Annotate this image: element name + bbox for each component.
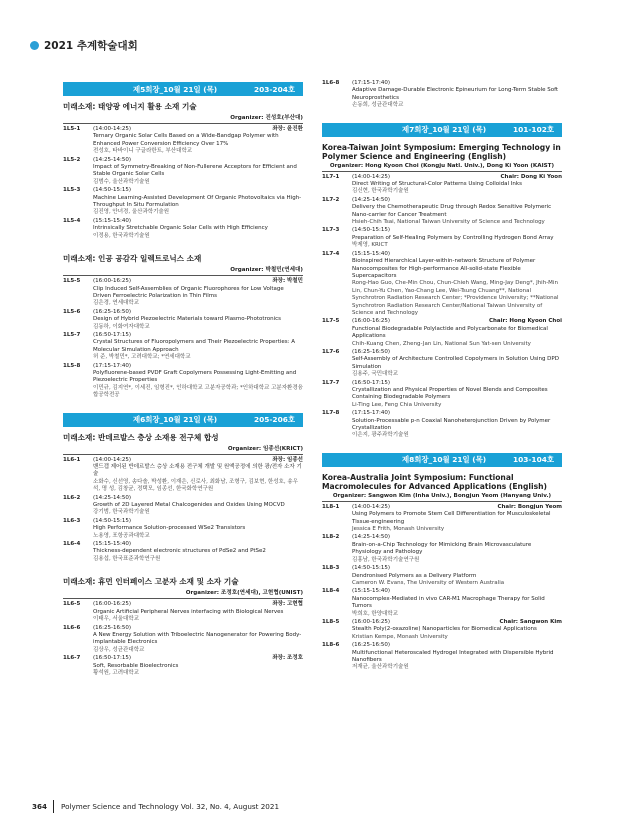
item-title: Self-Assembly of Architecture Controlled Copolymers in Solution Using DPD Simulation — [352, 356, 559, 370]
item-title: Adaptive Damage-Durable Electronic Epineurium for Long-Term Stable Soft Neuroprosthetics — [352, 87, 559, 101]
session-room-number: 203-204호 — [253, 84, 295, 94]
item-code: 1L5-5 — [63, 278, 81, 285]
item-time: (16:50-17:15) — [93, 331, 131, 338]
item-time-line — [93, 518, 303, 525]
program-item — [63, 363, 303, 400]
item-body — [352, 565, 562, 587]
item-authors: 이민규, 김지연*, 이세진, 임형진*, 인하대학교 고분자공학과; *인하대학교 고분자환경융합공학전공 — [93, 384, 303, 399]
item-code: 1L6-4 — [63, 541, 81, 548]
program-item — [63, 655, 303, 677]
item-authors: 소화수, 신선영, 송다솔, 박성환, 이재은, 신로사, 최화남, 조형구, 김보현, 한성호, 송우석, 명 성, 김창균, 정택모, 임종선, 한국화학연구원 — [93, 478, 298, 493]
item-authors: 김홍남, 한국과학기술연구원 — [352, 556, 420, 563]
item-time-line — [352, 504, 562, 511]
item-time: (16:00-16:25) — [93, 601, 131, 608]
section-title: 미래소재: 휴먼 인터페이스 고분자 소재 및 소자 기술 — [63, 577, 239, 587]
program-item — [63, 278, 303, 308]
spacer — [322, 111, 562, 121]
item-body — [93, 278, 303, 308]
item-body — [352, 349, 562, 379]
program-item — [322, 251, 562, 318]
left-column — [63, 80, 303, 678]
spacer — [63, 401, 303, 411]
page-header — [30, 38, 138, 53]
item-authors: 김동하, 이화여자대학교 — [93, 323, 150, 330]
item-time: (17:15-17:40) — [352, 80, 390, 86]
item-time-line — [352, 588, 562, 595]
item-body — [93, 126, 303, 156]
header-label: 2021 추계학술대회 — [44, 40, 138, 52]
program-item — [322, 588, 562, 618]
program-item — [63, 332, 303, 362]
item-chair: Chair: Sangwon Kim — [499, 618, 562, 625]
spacer — [322, 441, 562, 451]
item-body — [352, 619, 562, 641]
item-code: 1L8-4 — [322, 588, 340, 595]
item-body — [93, 218, 303, 240]
item-title: Bioinspired Hierarchical Layer-within-network Structure of Polymer Nanocomposites for High-performance All-solid-state Flexible Supercapacitors — [352, 258, 536, 279]
program-item — [322, 504, 562, 534]
item-body — [93, 601, 303, 623]
page-number: 364 — [32, 802, 48, 811]
item-authors: 김범수, 울산과학기술원 — [93, 178, 150, 185]
bullet-dot-icon — [30, 41, 39, 50]
item-body — [93, 187, 303, 217]
item-code: 1L6-6 — [63, 624, 81, 631]
item-code: 1L6-1 — [63, 456, 81, 463]
item-body — [352, 227, 562, 249]
item-code: 1L5-3 — [63, 187, 81, 194]
item-chair: Chair: Bongjun Yeom — [497, 503, 562, 510]
item-authors: 김상우, 성균관대학교 — [93, 646, 145, 653]
item-time: (14:00-14:25) — [352, 173, 390, 180]
item-authors: Jessica E Frith, Monash University — [352, 526, 445, 533]
item-time-line — [352, 318, 562, 325]
item-title: Delivery the Chemotherapeutic Drug through Redox Sensitive Polymeric Nano-carrier for Cancer Treatment — [352, 204, 552, 218]
item-time: (15:15-15:40) — [93, 541, 131, 548]
item-chair: Chair: Dong Ki Yoon — [500, 173, 562, 180]
session-room-number: 103-104호 — [512, 455, 554, 465]
item-time-line — [352, 80, 562, 87]
item-body — [352, 318, 562, 348]
item-body — [352, 504, 562, 534]
item-code: 1L6-8 — [322, 80, 340, 86]
program-item — [63, 157, 303, 187]
item-body — [352, 380, 562, 410]
program-item — [322, 619, 562, 641]
item-authors: 전성호, 타바이니 구글라한트, 부산대학교 — [93, 148, 193, 155]
item-body — [93, 518, 303, 540]
program-item — [322, 534, 562, 564]
session-room-number: 205-206호 — [253, 415, 295, 425]
program-item — [322, 197, 562, 227]
item-body — [93, 625, 303, 655]
item-authors: Rong-Hao Guo, Che-Min Chou, Chun-Chieh Wang, Ming-Jay Deng*, Jhih-Min Lin, Chun-Yu Chen, Yao-Chang Lee, Wei-Tsung Chuang**, National Synchrotron Radiation Research Center; *Providence University; **National Synchrotron Radiation Research Center/National Taiwan University of Science and Technology — [352, 280, 559, 316]
section-organizer: Organizer: Hong Kyoon Choi (Kongju Natl. Univ.), Dong Ki Yoon (KAIST) — [329, 162, 555, 169]
item-chair: 좌장: 조정호 — [272, 655, 303, 662]
session-room-date: 제8회장_10월 21일 (목) — [402, 455, 487, 465]
item-code: 1L7-1 — [322, 173, 340, 180]
program-item — [322, 174, 562, 196]
section-rule — [322, 501, 562, 502]
item-body — [352, 197, 562, 227]
item-time: (14:50-15:15) — [352, 227, 390, 234]
item-chair: 좌장: 박철민 — [272, 278, 303, 285]
item-title: Brain-on-a-Chip Technology for Mimicking Brain Microvasculature Physiology and Pathology — [352, 541, 532, 556]
session-bar — [63, 82, 303, 96]
section-title: 미래소재: 인공 공감각 일렉트로닉스 소재 — [63, 254, 202, 264]
program-item — [63, 625, 303, 655]
session-bar — [322, 453, 562, 467]
section-title: Korea-Taiwan Joint Symposium: Emerging Technology in Polymer Science and Engineering (English) — [322, 142, 561, 161]
item-title: Polyfluorene-based PVDF Graft Copolymers Possessing Light-Emitting and Piezoelectric Properties — [93, 369, 297, 384]
item-time-line — [93, 601, 303, 608]
item-time-line — [93, 625, 303, 632]
item-time: (14:25-14:50) — [352, 196, 390, 203]
program-item — [63, 126, 303, 156]
item-time: (14:25-14:50) — [93, 156, 131, 163]
item-title: Soft, Resorbable Bioelectronics — [93, 662, 179, 669]
program-item — [63, 457, 303, 494]
item-time-line — [93, 157, 303, 164]
item-time: (16:00-16:25) — [93, 278, 131, 285]
item-body — [93, 495, 303, 517]
item-time-line — [352, 380, 562, 387]
item-authors: 황석원, 고려대학교 — [93, 669, 140, 676]
item-authors: 이태우, 서울대학교 — [93, 616, 140, 623]
item-title: Intrinsically Stretchable Organic Solar Cells with High Efficiency — [93, 225, 268, 232]
section-rule — [322, 171, 562, 172]
item-title: Preparation of Self-Healing Polymers by Controlling Hydrogen Bond Array — [352, 234, 554, 241]
section-title: 미래소재: 태양광 에너지 활용 소재 기술 — [63, 102, 197, 111]
item-authors: 박희호, 한양대학교 — [352, 610, 399, 617]
item-title: Functional Biodegradable Polylactide and Polycarbonate for Biomedical Applications — [352, 325, 548, 340]
item-code: 1L5-2 — [63, 156, 81, 163]
item-code: 1L5-4 — [63, 217, 81, 224]
item-code: 1L5-8 — [63, 362, 81, 369]
item-time: (17:15-17:40) — [352, 410, 390, 417]
item-code: 1L6-2 — [63, 494, 81, 501]
program-item — [322, 642, 562, 672]
item-time: (16:00-16:25) — [352, 618, 390, 625]
item-code: 1L8-3 — [322, 565, 340, 572]
item-title: Crystal Structures of Fluoropolymers and Their Piezoelectric Properties: A Molecular Simulation Approach — [93, 339, 295, 353]
item-title: Ternary Organic Solar Cells Based on a Wide-Bandgap Polymer with Enhanced Power Conversion Efficiency Over 17% — [93, 133, 279, 147]
item-body — [93, 157, 303, 187]
item-time: (16:25-16:50) — [352, 642, 390, 649]
item-code: 1L7-8 — [322, 410, 340, 417]
item-time-line — [93, 363, 303, 370]
item-time: (16:25-16:50) — [352, 348, 390, 355]
item-title: Crystallization and Physical Properties of Novel Blends and Composites Containing Biodegradable Polymers — [352, 387, 548, 401]
item-time-line — [93, 655, 303, 662]
item-time: (15:15-15:40) — [352, 588, 390, 595]
program-item — [63, 541, 303, 563]
item-code: 1L8-2 — [322, 534, 340, 541]
item-title: Using Polymers to Promote Stem Cell Differentiation for Musculoskeletal Tissue-engineering — [352, 511, 551, 525]
item-title: Stealth Poly(2-oxazoline) Nanoparticles for Biomedical Applications — [352, 626, 537, 633]
item-time: (16:25-16:50) — [93, 308, 131, 315]
footer-divider — [53, 800, 54, 813]
item-title: Solution-Processable p-n Coaxial Nanoheterojunction Driven by Polymer Crystallization — [352, 417, 551, 432]
program-item — [322, 380, 562, 410]
item-time-line — [93, 218, 303, 225]
program-item — [322, 349, 562, 379]
item-code: 1L7-6 — [322, 348, 340, 355]
item-authors: 강기범, 한국과학기술원 — [93, 509, 150, 516]
spacer — [63, 241, 303, 251]
item-authors: 허 준, 박철민*, 고려대학교; *연세대학교 — [93, 354, 191, 361]
item-time: (14:25-14:50) — [93, 494, 131, 501]
journal-title: Polymer Science and Technology Vol. 32, No. 4, August 2021 — [61, 802, 280, 811]
item-title: Design of Hybrid Piezoelectric Materials toward Plasmo-Phototronics — [93, 316, 281, 323]
program-item — [63, 218, 303, 240]
item-code: 1L5-6 — [63, 308, 81, 315]
item-time: (16:25-16:50) — [93, 624, 131, 631]
item-time: (16:50-17:15) — [352, 379, 390, 386]
item-code: 1L5-7 — [63, 331, 81, 338]
item-title: Clip Induced Self-Assemblies of Organic Fluorophores for Low Voltage Driven Ferroelectric Polarization in Thin Films — [93, 285, 284, 299]
item-authors: 김신현, 한국과학기술원 — [352, 188, 409, 195]
session-room-number: 101-102호 — [512, 125, 554, 135]
item-title: Nanocomplex-Mediated in vivo CAR-M1 Macrophage Therapy for Solid Tumors — [352, 595, 545, 610]
item-time: (14:50-15:15) — [352, 565, 390, 572]
item-title: Multifunctional Heteroscaled Hydrogel Integrated with Dispersible Hybrid Nanofibers — [352, 649, 554, 663]
item-body — [352, 410, 562, 440]
session-room-date: 제6회장_10월 21일 (목) — [133, 415, 218, 425]
section-organizer: Organizer: 임종선(KRICT) — [227, 445, 303, 452]
program-item — [322, 227, 562, 249]
item-title: Organic Artificial Peripheral Nerves interfacing with Biological Nerves — [93, 608, 284, 615]
item-code: 1L8-1 — [322, 503, 340, 510]
program-item — [63, 495, 303, 517]
item-authors: 이정용, 한국과학기술원 — [93, 232, 150, 239]
item-chair: 좌장: 윤진환 — [272, 126, 303, 132]
section-rule — [63, 598, 303, 599]
item-time-line — [352, 174, 562, 181]
item-authors: Chih-Kuang Chen, Zheng-Jan Lin, National Sun Yat-sen University — [352, 340, 531, 347]
item-code: 1L6-3 — [63, 517, 81, 524]
item-authors: 김용주, 국민대학교 — [352, 371, 399, 378]
item-body — [93, 309, 303, 331]
item-code: 1L5-1 — [63, 126, 81, 132]
program-item — [63, 518, 303, 540]
item-time-line — [352, 642, 562, 649]
item-title: High Performance Solution-processed WSe2 Transistors — [93, 525, 246, 532]
item-time: (14:00-14:25) — [93, 456, 131, 463]
item-title: Machine Learning-Assisted Development Of Organic Photovoltaics via High-Throughput In Situ Formulation — [93, 194, 302, 209]
item-title: Dendronised Polymers as a Delivery Platform — [352, 572, 477, 579]
item-time-line — [352, 227, 562, 234]
item-time: (17:15-17:40) — [93, 362, 131, 369]
item-time-line — [93, 278, 303, 285]
item-time-line — [352, 410, 562, 417]
item-code: 1L8-5 — [322, 618, 340, 625]
item-time-line — [93, 126, 303, 133]
item-title: Direct Writing of Structural-Color Patterns Using Colloidal Inks — [352, 181, 522, 188]
section-rule — [63, 275, 303, 276]
item-authors: Hsieh-Chih Tsai, National Taiwan University of Science and Technology — [352, 219, 545, 226]
item-time-line — [352, 251, 562, 258]
item-time-line — [93, 495, 303, 502]
item-authors: 저재균, 울산과학기술원 — [352, 664, 409, 671]
item-code: 1L6-5 — [63, 601, 81, 608]
session-bar — [322, 123, 562, 137]
item-body — [352, 251, 562, 318]
item-body — [352, 588, 562, 618]
item-body — [93, 655, 303, 677]
item-time-line — [93, 332, 303, 339]
item-title: Growth of 2D Layered Metal Chalcogenides and Oxides Using MOCVD — [93, 502, 285, 509]
item-authors: 노용영, 포항공과대학교 — [93, 532, 150, 539]
item-body — [352, 80, 562, 110]
item-authors: 김은경, 연세대학교 — [93, 300, 140, 307]
item-code: 1L7-2 — [322, 196, 340, 203]
program-item — [63, 187, 303, 217]
section-organizer: Organizer: 진성호(부산대) — [230, 115, 303, 121]
item-body — [93, 457, 303, 494]
item-body — [93, 332, 303, 362]
item-code: 1L7-7 — [322, 379, 340, 386]
item-authors: 김용섭, 한국표준과학연구원 — [93, 555, 161, 562]
item-time: (15:15-15:40) — [93, 217, 131, 224]
section-title: 미래소재: 반데르발스 층상 소재용 전구체 합성 — [63, 432, 219, 442]
item-title: 밴드갭 제어된 반데르발스 층상 소재용 전구체 개발 및 원액공정에 의한 광/전자 소자 기술 — [93, 464, 302, 478]
item-time: (16:00-16:25) — [352, 318, 390, 325]
item-time-line — [352, 534, 562, 541]
item-title: Impact of Symmetry-Breaking of Non-Fullerene Acceptors for Efficient and Stable Organic Solar Cells — [93, 164, 297, 178]
program-item — [63, 309, 303, 331]
item-time-line — [93, 187, 303, 194]
session-bar — [63, 413, 303, 427]
section-organizer: Organizer: Sangwon Kim (Inha Univ.), Bongjun Yeom (Hanyang Univ.) — [332, 492, 552, 499]
program-item — [322, 318, 562, 348]
program-item — [322, 410, 562, 440]
item-authors: 박제영, KRICT — [352, 242, 388, 249]
section-rule — [63, 454, 303, 455]
item-code: 1L7-5 — [322, 318, 340, 325]
program-item — [322, 80, 562, 110]
item-code: 1L8-6 — [322, 642, 340, 649]
item-time: (16:50-17:15) — [93, 655, 131, 662]
item-time-line — [93, 541, 303, 548]
item-authors: 김진영, 안녀경, 울산과학기술원 — [93, 209, 170, 216]
item-authors: 손동희, 성균관대학교 — [352, 102, 404, 109]
item-time: (14:50-15:15) — [93, 517, 131, 524]
item-body — [352, 642, 562, 672]
program-item — [322, 565, 562, 587]
item-time-line — [352, 349, 562, 356]
item-body — [352, 534, 562, 564]
section-rule — [63, 123, 303, 124]
section-organizer: Organizer: 조정호(연세대), 고현협(UNIST) — [185, 590, 303, 597]
item-time-line — [93, 309, 303, 316]
item-time: (14:50-15:15) — [93, 187, 131, 194]
item-title: Thickness-dependent electronic structures of PdSe2 and PtSe2 — [93, 548, 266, 555]
session-room-date: 제5회장_10월 21일 (목) — [133, 84, 218, 94]
item-authors: Kristian Kempe, Monash University — [352, 633, 448, 640]
item-body — [352, 174, 562, 196]
item-chair: 좌장: 임종선 — [272, 456, 303, 463]
item-time: (14:00-14:25) — [93, 126, 131, 132]
item-authors: Cameron W. Evans, The University of Western Australia — [352, 579, 505, 586]
item-time-line — [352, 619, 562, 626]
item-title: A New Energy Solution with Triboelectric Nanogenerator for Powering Body-implantable Electronics — [93, 631, 302, 646]
item-time-line — [352, 197, 562, 204]
item-chair: 좌장: 고현협 — [272, 601, 303, 608]
item-chair: Chair: Hong Kyoon Choi — [488, 318, 562, 325]
item-body — [93, 363, 303, 400]
item-body — [93, 541, 303, 563]
right-column — [322, 80, 562, 673]
section-title: Korea-Australia Joint Symposium: Functional Macromolecules for Advanced Applications (English) — [322, 472, 547, 491]
item-time: (14:25-14:50) — [352, 534, 390, 541]
section-organizer: Organizer: 박철민(연세대) — [230, 267, 303, 274]
item-time: (15:15-15:40) — [352, 250, 390, 257]
spacer — [63, 564, 303, 574]
item-time-line — [352, 565, 562, 572]
item-authors: 이은지, 광주과학기술원 — [352, 432, 409, 439]
item-time-line — [93, 457, 303, 464]
program-item — [63, 601, 303, 623]
item-code: 1L7-3 — [322, 227, 340, 234]
session-room-date: 제7회장_10월 21일 (목) — [402, 125, 487, 135]
item-code: 1L6-7 — [63, 655, 81, 662]
item-code: 1L7-4 — [322, 250, 340, 257]
item-authors: Li-Ting Lee, Feng Chia University — [352, 401, 442, 408]
item-time: (14:00-14:25) — [352, 503, 390, 510]
